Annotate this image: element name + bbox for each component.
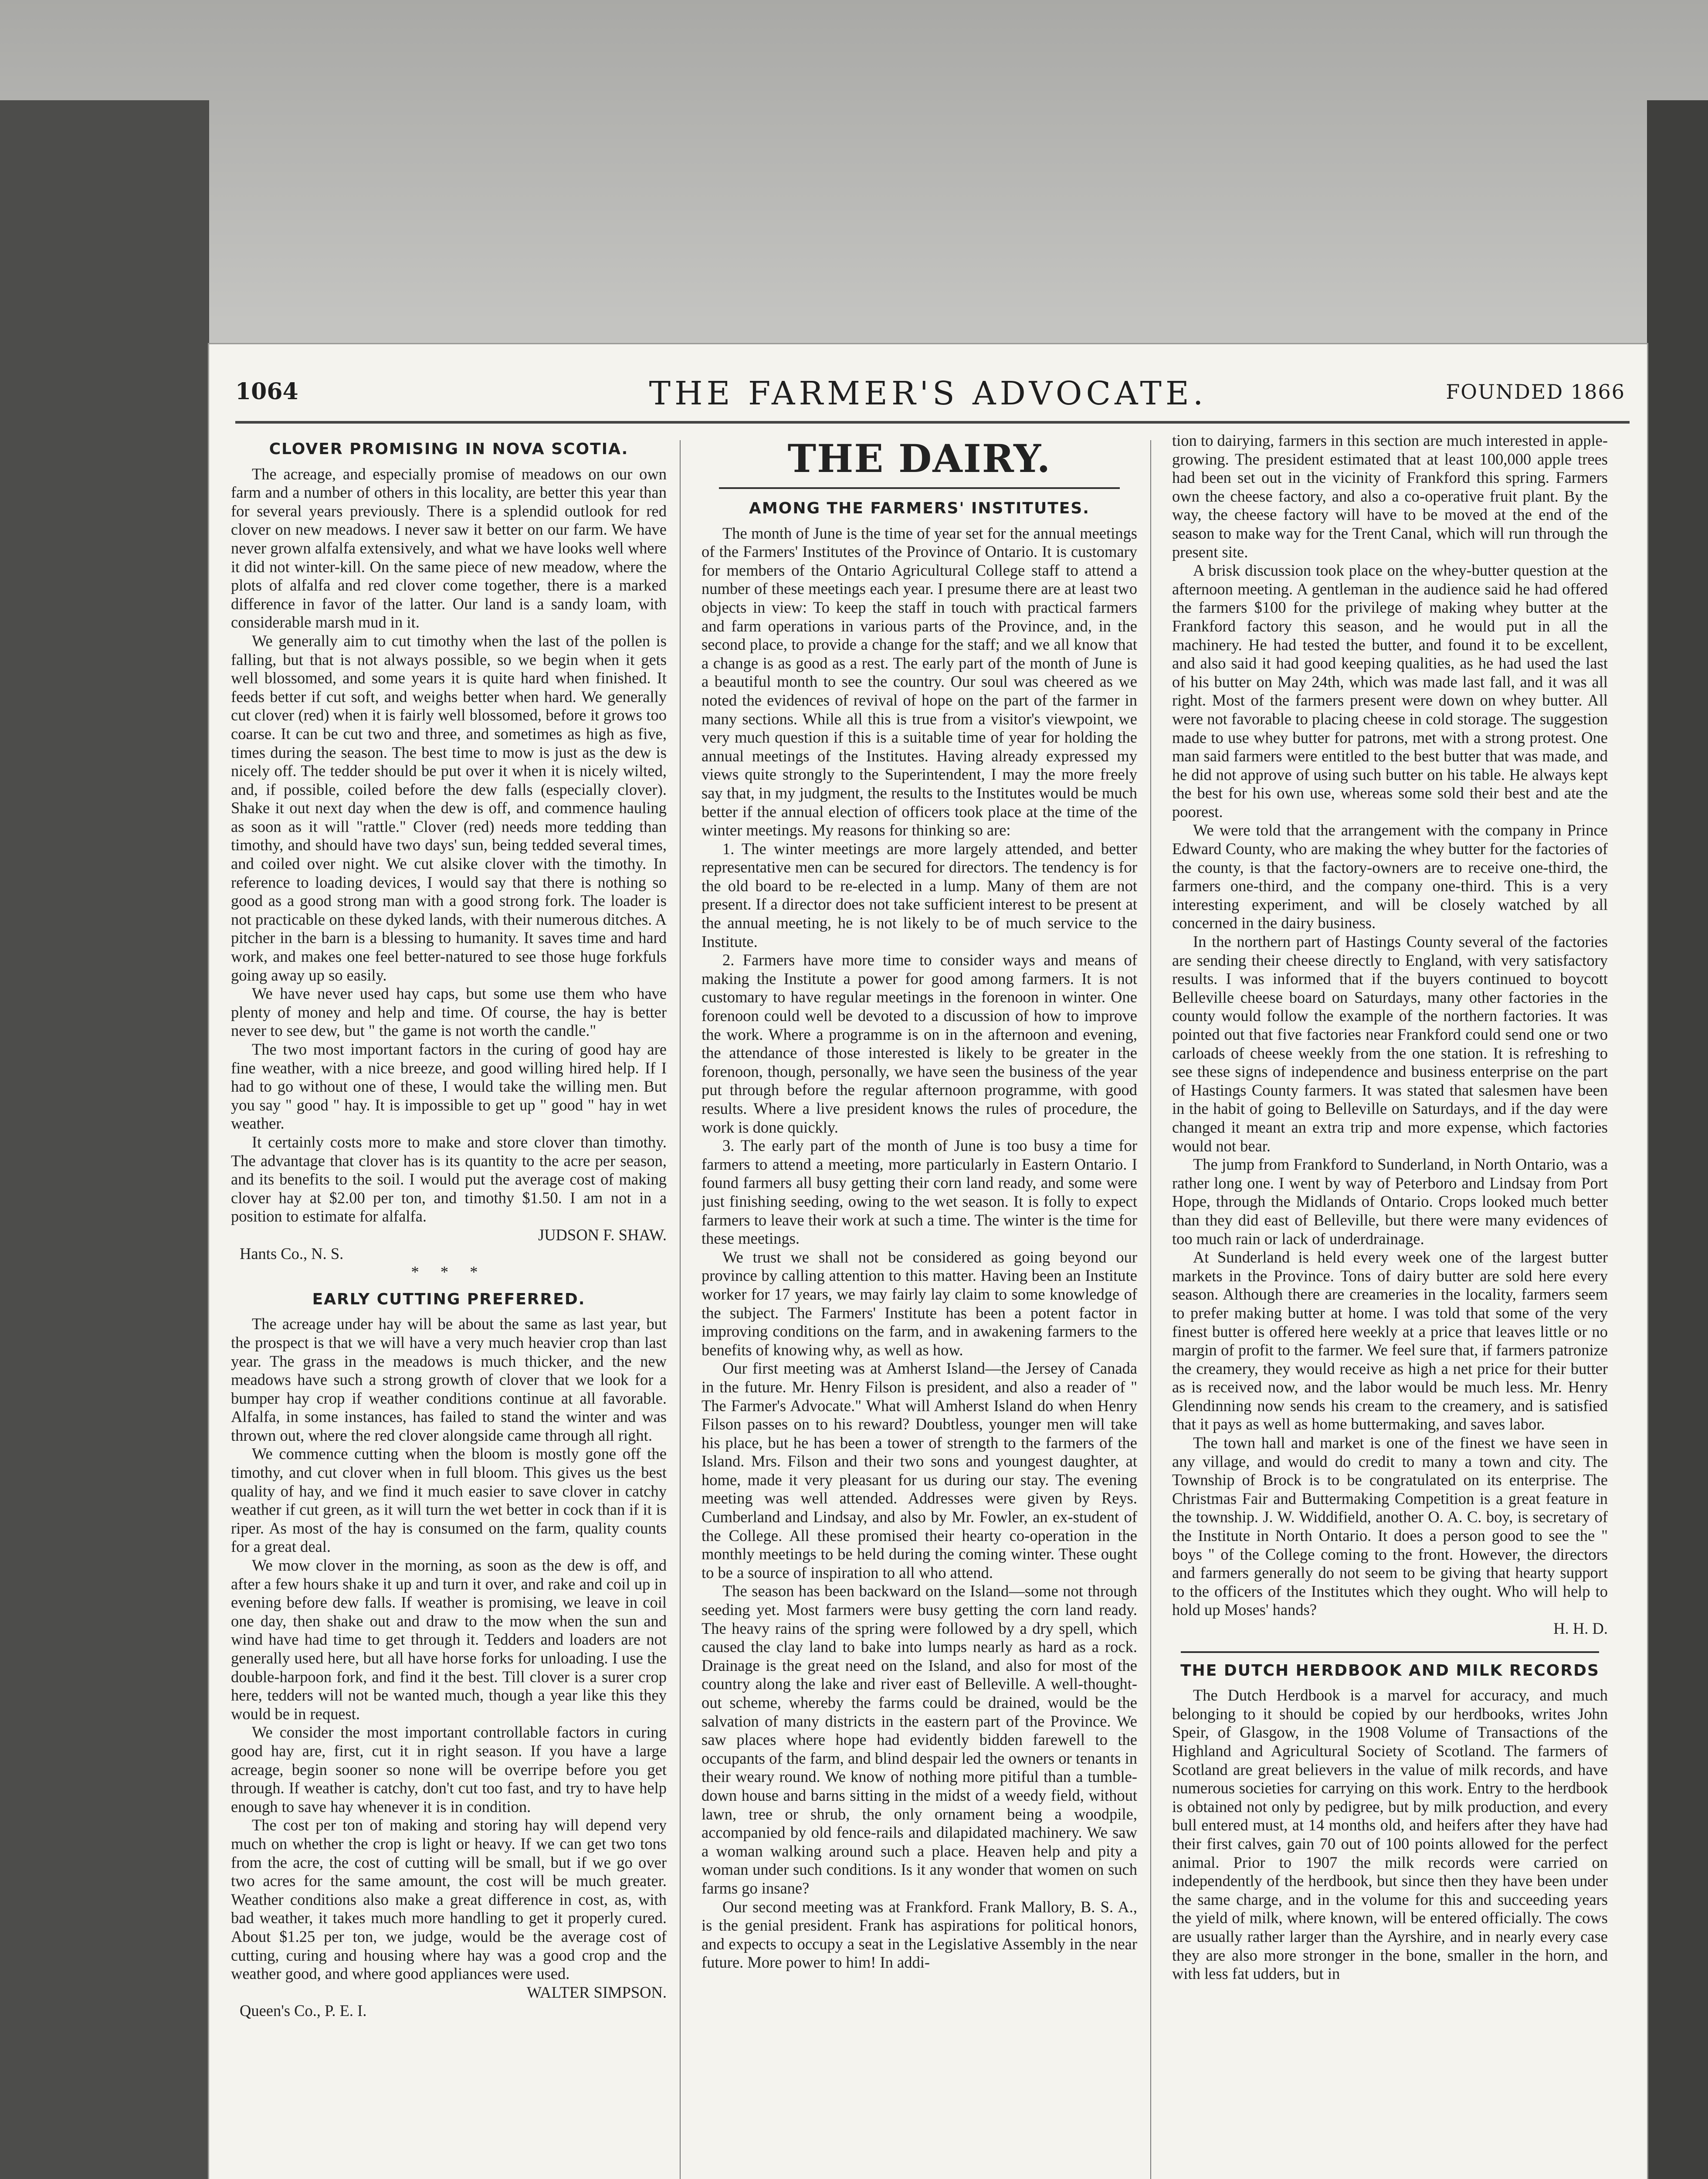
author-place: Queen's Co., P. E. I. bbox=[240, 2002, 367, 2020]
column-1 bbox=[231, 431, 667, 2179]
paragraph: 3. The early part of the month of June is too busy a time for farmers to attend a meeting, more particularly in Eastern Ontario. I found farmers all busy getting their corn land ready, and some were just finishing seeding, owing to the wet season. It is folly to expect farmers to leave their work at such a time. The winter is the time for these meetings. bbox=[702, 1137, 1137, 1248]
paragraph: The Dutch Herdbook is a marvel for accuracy, and much belonging to it should be copied by our herdbooks, writes John Speir, of Glasgow, in the 1908 Volume of Transactions of the Highland and Agricultural Society of Scotland. The farmers of Scotland are great believers in the value of milk records, and have numerous societies for carrying on this work. Entry to the herdbook is obtained not only by pedigree, but by milk production, and every bull entered must, at 14 months old, and heifers after they have had their first calves, gain 70 out of 100 points allowed for the perfect animal. Prior to 1907 the milk records were carried on independently of the herdbook, but since then they have been under the same charge, and in the volume for this and succeeding years the yield of milk, where known, will be entered officially. The cows are usually rather larger than the Ayrshire, and in nearly every case they are also more stronger in the bone, smaller in the horn, and with less fat udders, but in bbox=[1172, 1686, 1608, 1983]
author-signature: JUDSON F. SHAW. bbox=[538, 1225, 667, 1244]
paragraph: We generally aim to cut timothy when the last of the pollen is falling, but that is not always possible, so we begin when it gets well blossomed, and some years it is quite hard when finished. It feeds better if cut soft, and weighs better when hard. We generally cut clover (red) when it is fairly well blossomed, before it grows too coarse. It can be cut two and three, and sometimes as high as five, times during the season. The best time to mow is just as the dew is nicely off. The tedder should be put over it when it is nicely wilted, and, if possible, coiled before the dew falls (especially clover). Shake it out next day when the dew is off, and commence hauling as soon as it will "rattle." Clover (red) needs more tedding than timothy, and should have two days' sun, being tedded several times, and coiled over night. We cut alsike clover with the timothy. In reference to loading devices, I would say that there is nothing so good as a good strong man with a good strong fork. The loader is not practicable on these dyked lands, with their numerous ditches. A pitcher in the barn is a blessing to humanity. It saves time and hard work, and makes one feel better-natured to see those huge forkfuls going away up so easily. bbox=[231, 631, 667, 984]
author-signature: H. H. D. bbox=[1553, 1619, 1608, 1637]
dark-border-right bbox=[1647, 100, 1708, 2179]
paragraph: A brisk discussion took place on the whey-butter question at the afternoon meeting. A gentleman in the audience said he had offered the farmers $100 for the privilege of making whey butter at the Frankford factory this season, and he would put in all the machinery. He had tested the butter, and found it to be excellent, and also said it had good keeping qualities, as he had used the last of his butter on May 24th, which was made last fall, and it was all right. Most of the farmers present were down on whey butter. All were not favorable to placing cheese in cold storage. The suggestion made to use whey butter for patrons, met with a strong protest. One man said farmers were entitled to the best butter that was made, and he did not approve of using such butter on his table. He always kept the best for his own use, whereas some sold their best and ate the poorest. bbox=[1172, 561, 1608, 821]
section-rule bbox=[719, 487, 1120, 489]
paragraph: At Sunderland is held every week one of the largest butter markets in the Province. Tons of dairy butter are sold here every season. Although there are creameries in the locality, farmers seem to prefer making butter at home. I was told that some of the very finest butter is offered here weekly at a price that leaves little or no margin of profit to the farmer. We feel sure that, if farmers patronize the creamery, they would receive as high a net price for their butter as is received now, and the labor would be much less. Mr. Henry Glendinning now sends his cream to the creamery, and is satisfied that it pays as well as home buttermaking, and saves labor. bbox=[1172, 1248, 1608, 1433]
paragraph: We commence cutting when the bloom is mostly gone off the timothy, and cut clover when in full bloom. This gives us the best quality of hay, and we find it much easier to save clover in catchy weather if cut green, as it will turn the wet better in cock than if it is riper. As most of the hay is consumed on the farm, quality counts for a great deal. bbox=[231, 1445, 667, 1556]
paragraph: We were told that the arrangement with the company in Prince Edward County, who are making the whey butter for the factories of the county, is that the factory-owners are to receive one-third, the farmers one-third, and the company one-third. This is a very interesting experiment, and will be closely watched by all concerned in the dairy business. bbox=[1172, 821, 1608, 932]
column-separator bbox=[1150, 440, 1151, 2179]
paragraph: We trust we shall not be considered as going beyond our province by calling attention to this matter. Having been an Institute worker for 17 years, we may fairly lay claim to some knowledge of the subject. The Farmers' Institute has been a potent factor in improving conditions on the farm, and in awakening farmers to the benefits of knowing why, as well as how. bbox=[702, 1248, 1137, 1359]
article-title-clover: CLOVER PROMISING IN NOVA SCOTIA. bbox=[269, 440, 629, 458]
header-rule bbox=[235, 421, 1630, 424]
article-title-dutch-herdbook: THE DUTCH HERDBOOK AND MILK RECORDS bbox=[1180, 1661, 1600, 1680]
founded-year: FOUNDED 1866 bbox=[1446, 380, 1625, 404]
paragraph: tion to dairying, farmers in this section are much interested in apple-growing. The president estimated that at least 100,000 apple trees had been set out in the vicinity of Frankford this spring. Farmers own the cheese factory, and also a co-operative fruit plant. By the way, the cheese factory will have to be moved at the end of the season to make way for the Trent Canal, which will run through the present site. bbox=[1172, 431, 1608, 561]
column-3 bbox=[1172, 431, 1608, 2179]
author-place: Hants Co., N. S. bbox=[240, 1244, 344, 1263]
paragraph: The town hall and market is one of the finest we have seen in any village, and would do credit to many a town and city. The Township of Brock is to be congratulated on its enterprise. The Christmas Fair and Buttermaking Competition is a great feature in the township. J. W. Widdifield, another O. A. C. boy, is secretary of the Institute in North Ontario. It does a person good to see the " boys " of the College coming to the front. However, the directors and farmers generally do not seem to be giving that hearty support to the officers of the Institutes which they ought. Who will help to hold up Moses' hands? bbox=[1172, 1434, 1608, 1619]
masthead-title: THE FARMER'S ADVOCATE. bbox=[649, 375, 1207, 412]
paragraph: The jump from Frankford to Sunderland, in North Ontario, was a rather long one. I went by way of Peterboro and Lindsay from Port Hope, through the Midlands of Ontario. Crops looked much better than they did east of Belleville, but there were many evidences of too much rain or lack of underdrainage. bbox=[1172, 1155, 1608, 1248]
page-number: 1064 bbox=[235, 378, 298, 405]
article-title-early-cutting: EARLY CUTTING PREFERRED. bbox=[312, 1290, 586, 1308]
paragraph: The two most important factors in the curing of good hay are fine weather, with a nice breeze, and good willing hired help. If I had to go without one of these, I would take the willing men. But you say " good " hay. It is impossible to get up " good " hay in wet weather. bbox=[231, 1040, 667, 1133]
paragraph: We mow clover in the morning, as soon as the dew is off, and after a few hours shake it up and turn it over, and rake and coil up in evening before dew falls. If weather is promising, we leave in coil one day, then shake out and draw to the mow when the sun and wind have had time to get through it. Tedders and loaders are not generally used here, but all have horse forks for unloading. I use the double-harpoon fork, and find it the best. Till clover is a surer crop here, tedders will not be wanted much, though a year like this they would be in request. bbox=[231, 1556, 667, 1723]
paragraph: 1. The winter meetings are more largely attended, and better representative men can be secured for directors. The tendency is for the old board to be re-elected in a lump. Many of them are not present. If a director does not take sufficient interest to be present at the annual meeting, he is not likely to be of much service to the Institute. bbox=[702, 839, 1137, 950]
dark-border-left bbox=[0, 100, 209, 2179]
paragraph: The acreage, and especially promise of meadows on our own farm and a number of others in this locality, are better this year than for several years previously. There is a splendid outlook for red clover on new meadows. I never saw it better on our farm. We have never grown alfalfa extensively, and what we have looks well where it did not winter-kill. On the same piece of new meadow, where the plots of alfalfa and red clover come together, there is a marked difference in favor of the latter. Our land is a sandy loam, with considerable marsh mud in it. bbox=[231, 465, 667, 631]
section-rule bbox=[1181, 1651, 1599, 1653]
paragraph: 2. Farmers have more time to consider ways and means of making the Institute a power for good among farmers. It is not customary to have regular meetings in the forenoon in winter. One forenoon could well be devoted to a discussion of how to improve the work. Where a programme is on in the afternoon and evening, the attendance of those interested is likely to be greater in the forenoon, though, personally, we have seen the business of the year put through before the regular afternoon programme, with good results. Where a live president knows the rules of procedure, the work is done quickly. bbox=[702, 951, 1137, 1136]
column-separator bbox=[680, 440, 681, 2179]
author-signature: WALTER SIMPSON. bbox=[526, 1983, 667, 2001]
section-separator: * * * bbox=[411, 1263, 487, 1281]
newspaper-page bbox=[209, 344, 1647, 2179]
paragraph: It certainly costs more to make and store clover than timothy. The advantage that clover has is its quantity to the acre per season, and its benefits to the soil. I would put the average cost of making clover hay at $2.00 per ton, and timothy $1.50. I am not in a position to estimate for alfalfa. bbox=[231, 1133, 667, 1225]
page-header bbox=[218, 375, 1638, 414]
article-title-institutes: AMONG THE FARMERS' INSTITUTES. bbox=[749, 499, 1090, 517]
paragraph: The acreage under hay will be about the same as last year, but the prospect is that we will have a very much heavier crop than last year. The grass in the meadows is much thicker, and the new meadows have such a strong growth of clover that we look for a bumper hay crop if weather conditions continue at all favorable. Alfalfa, in some instances, has failed to stand the winter and was thrown out, where the red clover alongside came through all right. bbox=[231, 1315, 667, 1444]
paragraph: We have never used hay caps, but some use them who have plenty of money and help and time. Of course, the hay is better never to see dew, but " the game is not worth the candle." bbox=[231, 984, 667, 1040]
paragraph: We consider the most important controllable factors in curing good hay are, first, cut it in right season. If you have a large acreage, begin sooner so none will be overripe before you get through. If weather is catchy, don't cut too fast, and try to have help enough to save hay whenever it is in condition. bbox=[231, 1723, 667, 1816]
paragraph: In the northern part of Hastings County several of the factories are sending their cheese directly to England, with very satisfactory results. I was informed that if the buyers continued to boycott Belleville cheese board on Saturdays, many other factories in the county would follow the example of the northern factories. It was pointed out that five factories near Frankford could send one or two carloads of cheese weekly from the one station. It is refreshing to see these signs of independence and business enterprise on the part of Hastings County farmers. It was stated that salesmen have been in the habit of going to Belleville on Saturdays, and if the day were changed it meant an extra trip and more expense, which factories would not bear. bbox=[1172, 933, 1608, 1155]
paragraph: Our first meeting was at Amherst Island—the Jersey of Canada in the future. Mr. Henry Filson is president, and also a reader of " The Farmer's Advocate." What will Amherst Island do when Henry Filson passes on to his reward? Doubtless, younger men will take his place, but he has been a tower of strength to the farmers of the Island. Mrs. Filson and their two sons and youngest daughter, at home, made it very pleasant for us during our stay. The evening meeting was well attended. Addresses were given by Reys. Cumberland and Lindsay, and also by Mr. Fowler, an ex-student of the College. All these promised their hearty co-operation in the monthly meetings to be held during the coming winter. These ought to be a source of inspiration to all who attend. bbox=[702, 1359, 1137, 1582]
paragraph: Our second meeting was at Frankford. Frank Mallory, B. S. A., is the genial president. Frank has aspirations for political honors, and expects to occupy a seat in the Legislative Assembly in the near future. More power to him! In addi- bbox=[702, 1897, 1137, 1972]
paragraph: The month of June is the time of year set for the annual meetings of the Farmers' Institutes of the Province of Ontario. It is customary for members of the Ontario Agricultural College staff to attend a number of these meetings each year. I presume there are at least two objects in view: To keep the staff in touch with practical farmers and farm operations in various parts of the Province, and, in the second place, to provide a change for the staff; and we all know that a change is as good as a rest. The early part of the month of June is a beautiful month to see the country. Our soul was cheered as we noted the evidences of revival of hope on the part of the farmer in many sections. While all this is true from a visitor's viewpoint, we very much question if this is a suitable time of year for holding the annual meetings of the Institutes. Having already expressed my views quite strongly to the Superintendent, I may the more freely say that, in my judgment, the results to the Institutes would be much better if the annual election of officers took place at the time of the winter meetings. My reasons for thinking so are: bbox=[702, 524, 1137, 839]
paragraph: The cost per ton of making and storing hay will depend very much on whether the crop is light or heavy. If we can get two tons from the acre, the cost of cutting will be small, but if we go over two acres for the same amount, the cost will be much greater. Weather conditions also make a great difference in cost, as, with bad weather, it takes much more handling to get it properly cured. About $1.25 per ton, we judge, would be the average cost of cutting, curing and housing where hay was a good crop and the weather good, and where good appliances were used. bbox=[231, 1816, 667, 1983]
paragraph: The season has been backward on the Island—some not through seeding yet. Most farmers were busy getting the corn land ready. The heavy rains of the spring were followed by a dry spell, which caused the clay land to bake into lumps nearly as hard as a rock. Drainage is the great need on the Island, and also for most of the country along the lake and river east of Belleville. A well-thought-out scheme, whereby the farms could be drained, would be the salvation of many districts in the eastern part of the Province. We saw places where hope had evidently bidden farewell to the occupants of the farm, and blind despair led the owners or tenants in their weary round. We know of nothing more pitiful than a tumble-down house and barns sitting in the midst of a weedy field, without lawn, tree or shrub, the only ornament being a woodpile, accompanied by old fence-rails and dilapidated machinery. We saw a woman walking around such a place. Heaven help and pity a woman under such conditions. Is it any wonder that women on such farms go insane? bbox=[702, 1582, 1137, 1897]
section-title-dairy: THE DAIRY. bbox=[787, 436, 1051, 481]
column-2 bbox=[702, 431, 1137, 2179]
